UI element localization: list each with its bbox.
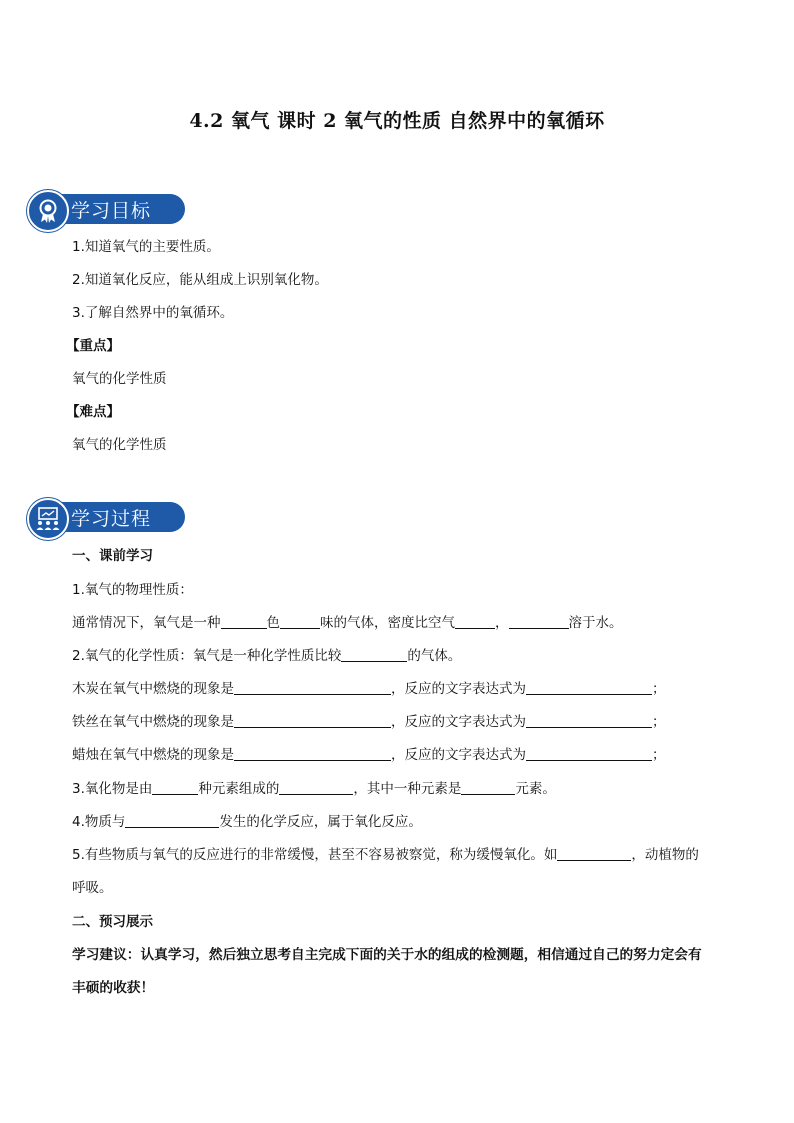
objective-2: 2.知道氧化反应，能从组成上识别氧化物。 (72, 272, 328, 288)
q4-line: 4.物质与 发生的化学反应，属于氧化反应。 (72, 814, 422, 830)
answer-blank (341, 647, 407, 662)
answer-blank (152, 780, 198, 795)
key-point-text: 氧气的化学性质 (72, 371, 167, 387)
burn-line-iron: 铁丝在氧气中燃烧的现象是 ，反应的文字表达式为 ； (72, 714, 666, 730)
burn-line-candle: 蜡烛在氧气中燃烧的现象是 ，反应的文字表达式为 ； (72, 747, 666, 763)
objective-3: 3.了解自然界中的氧循环。 (72, 305, 234, 321)
q3-line: 3.氧化物是由 种元素组成的 ，其中一种元素是 元素。 (72, 781, 556, 797)
section-heading-process: 学习过程 (71, 508, 152, 530)
q5-line-cont: 呼吸。 (72, 880, 113, 896)
key-point-label: 【重点】 (66, 338, 120, 354)
objective-1: 1.知道氧气的主要性质。 (72, 239, 220, 255)
section-header-objectives (27, 190, 185, 228)
q1-title: 1.氧气的物理性质： (72, 582, 193, 598)
difficult-point-label: 【难点】 (66, 404, 120, 420)
difficult-point-text: 氧气的化学性质 (72, 437, 167, 453)
burn-line-charcoal: 木炭在氧气中燃烧的现象是 ，反应的文字表达式为 ； (72, 681, 666, 697)
answer-blank (221, 614, 267, 629)
answer-blank (455, 614, 495, 629)
presentation-audience-icon (27, 498, 69, 540)
page-title: 4.2 氧气 课时 2 氧气的性质 自然界中的氧循环 (189, 110, 605, 132)
answer-blank (526, 713, 652, 728)
q2-line: 2.氧气的化学性质：氧气是一种化学性质比较 的气体。 (72, 648, 462, 664)
answer-blank (279, 780, 353, 795)
answer-blank (557, 846, 631, 861)
answer-blank (234, 746, 391, 761)
answer-blank (461, 780, 515, 795)
answer-blank (526, 680, 652, 695)
answer-blank (280, 614, 320, 629)
study-advice-line1: 学习建议：认真学习，然后独立思考自主完成下面的关于水的组成的检测题，相信通过自己的努力定会有 (72, 947, 702, 963)
answer-blank (234, 680, 391, 695)
part2-title: 二、预习展示 (72, 914, 153, 930)
q1-line: 通常情况下，氧气是一种 色 味的气体，密度比空气 ， 溶于水。 (72, 615, 623, 631)
section-heading-objectives: 学习目标 (71, 200, 152, 222)
answer-blank (125, 813, 219, 828)
q5-line: 5.有些物质与氧气的反应进行的非常缓慢，甚至不容易被察觉，称为缓慢氧化。如 ，动植物的 (72, 847, 699, 863)
answer-blank (234, 713, 391, 728)
section-header-process (27, 498, 185, 536)
answer-blank (526, 746, 652, 761)
answer-blank (509, 614, 569, 629)
award-ribbon-icon (27, 190, 69, 232)
study-advice-line2: 丰硕的收获！ (72, 980, 155, 996)
part1-title: 一、课前学习 (72, 548, 153, 564)
